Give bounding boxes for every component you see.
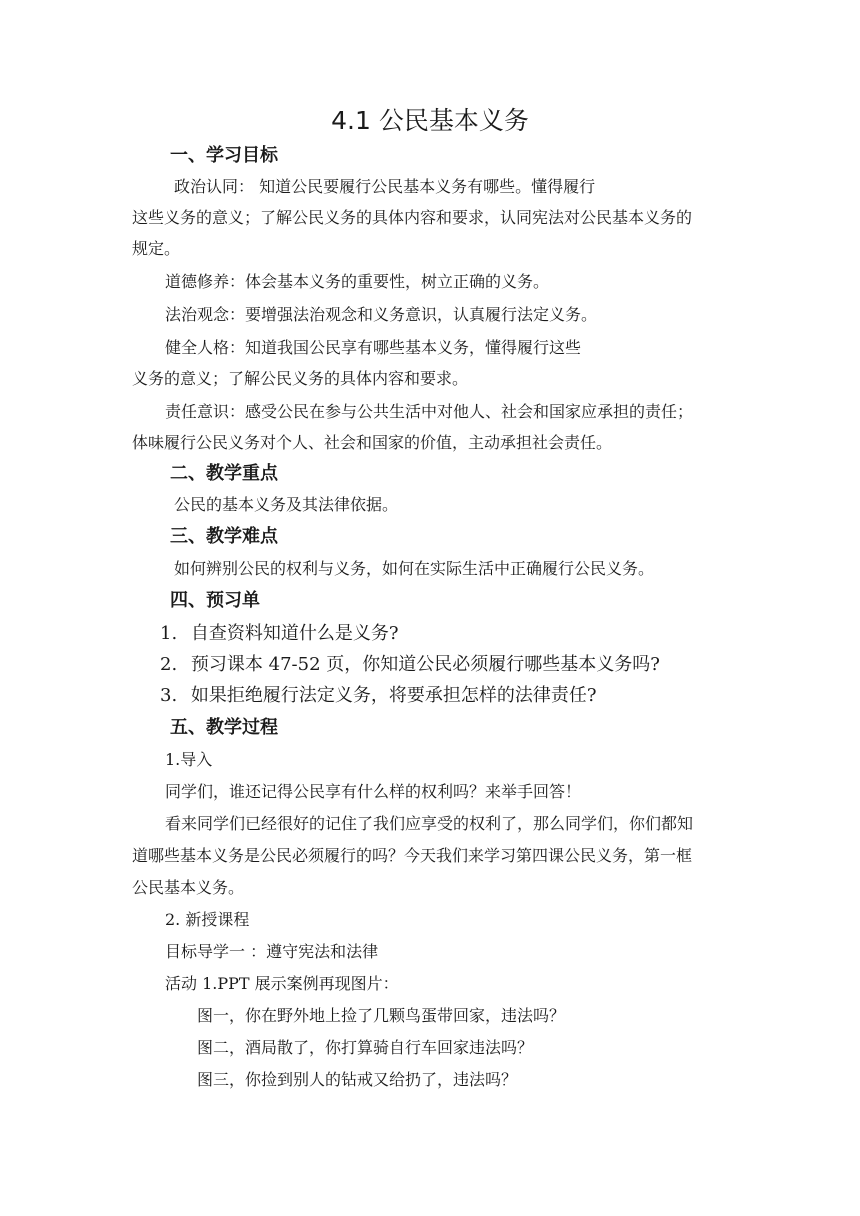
- intro-paragraph-line: 看来同学们已经很好的记住了我们应享受的权利了，那么同学们，你们都知: [165, 814, 694, 833]
- objective-line: 健全人格：知道我国公民享有哪些基本义务，懂得履行这些: [165, 338, 582, 357]
- objective-line: 法治观念：要增强法治观念和义务意识，认真履行法定义务。: [165, 305, 598, 324]
- intro-label: 1.导入: [165, 750, 213, 769]
- objective-line: 规定。: [132, 239, 181, 258]
- preview-item-text: 自查资料知道什么是义务?: [190, 623, 399, 644]
- objective-line: 道德修养：体会基本义务的重要性，树立正确的义务。: [165, 272, 550, 291]
- section-heading-objectives: 一、学习目标: [170, 145, 278, 166]
- preview-item-text: 预习课本 47-52 页，你知道公民必须履行哪些基本义务吗?: [190, 654, 660, 675]
- preview-item-number: 1.: [160, 623, 178, 644]
- objective-line: 责任意识：感受公民在参与公共生活中对他人、社会和国家应承担的责任；: [165, 402, 694, 421]
- objective-line: 这些义务的意义；了解公民义务的具体内容和要求，认同宪法对公民基本义务的: [132, 208, 693, 227]
- objective-line: 义务的意义；了解公民义务的具体内容和要求。: [132, 369, 469, 388]
- preview-item: [160, 653, 660, 677]
- figure-question: 图三，你捡到别人的钻戒又给扔了，违法吗？: [197, 1070, 518, 1089]
- goal-heading: 目标导学一 ：遵守宪法和法律: [165, 942, 379, 961]
- intro-paragraph-line: 道哪些基本义务是公民必须履行的吗？今天我们来学习第四课公民义务，第一框: [132, 846, 693, 865]
- new-lesson-label: 2. 新授课程: [165, 910, 250, 929]
- preview-item: [160, 684, 597, 708]
- objective-line: 政治认同： 知道公民要履行公民基本义务有哪些。懂得履行: [174, 177, 596, 196]
- section-heading-difficulty: 三、教学难点: [170, 526, 278, 547]
- preview-item-text: 如果拒绝履行法定义务，将要承担怎样的法律责任?: [190, 685, 597, 706]
- figure-question: 图二，酒局散了，你打算骑自行车回家违法吗？: [197, 1038, 534, 1057]
- preview-item: [160, 622, 399, 646]
- key-point-text: 公民的基本义务及其法律依据。: [174, 495, 399, 514]
- preview-item-number: 2.: [160, 654, 178, 675]
- section-heading-process: 五、教学过程: [170, 717, 278, 738]
- intro-question: 同学们，谁还记得公民享有什么样的权利吗？来举手回答！: [165, 782, 582, 801]
- figure-question: 图一，你在野外地上捡了几颗鸟蛋带回家，违法吗？: [197, 1006, 566, 1025]
- intro-paragraph-line: 公民基本义务。: [132, 878, 245, 897]
- activity-heading: 活动 1.PPT 展示案例再现图片：: [165, 974, 399, 993]
- objective-line: 体味履行公民义务对个人、社会和国家的价值，主动承担社会责任。: [132, 433, 613, 452]
- preview-item-number: 3.: [160, 685, 178, 706]
- section-heading-key-point: 二、教学重点: [170, 463, 278, 484]
- page-title: 4.1 公民基本义务: [331, 106, 529, 135]
- difficulty-text: 如何辨别公民的权利与义务，如何在实际生活中正确履行公民义务。: [174, 559, 655, 578]
- section-heading-preview: 四、预习单: [170, 590, 260, 611]
